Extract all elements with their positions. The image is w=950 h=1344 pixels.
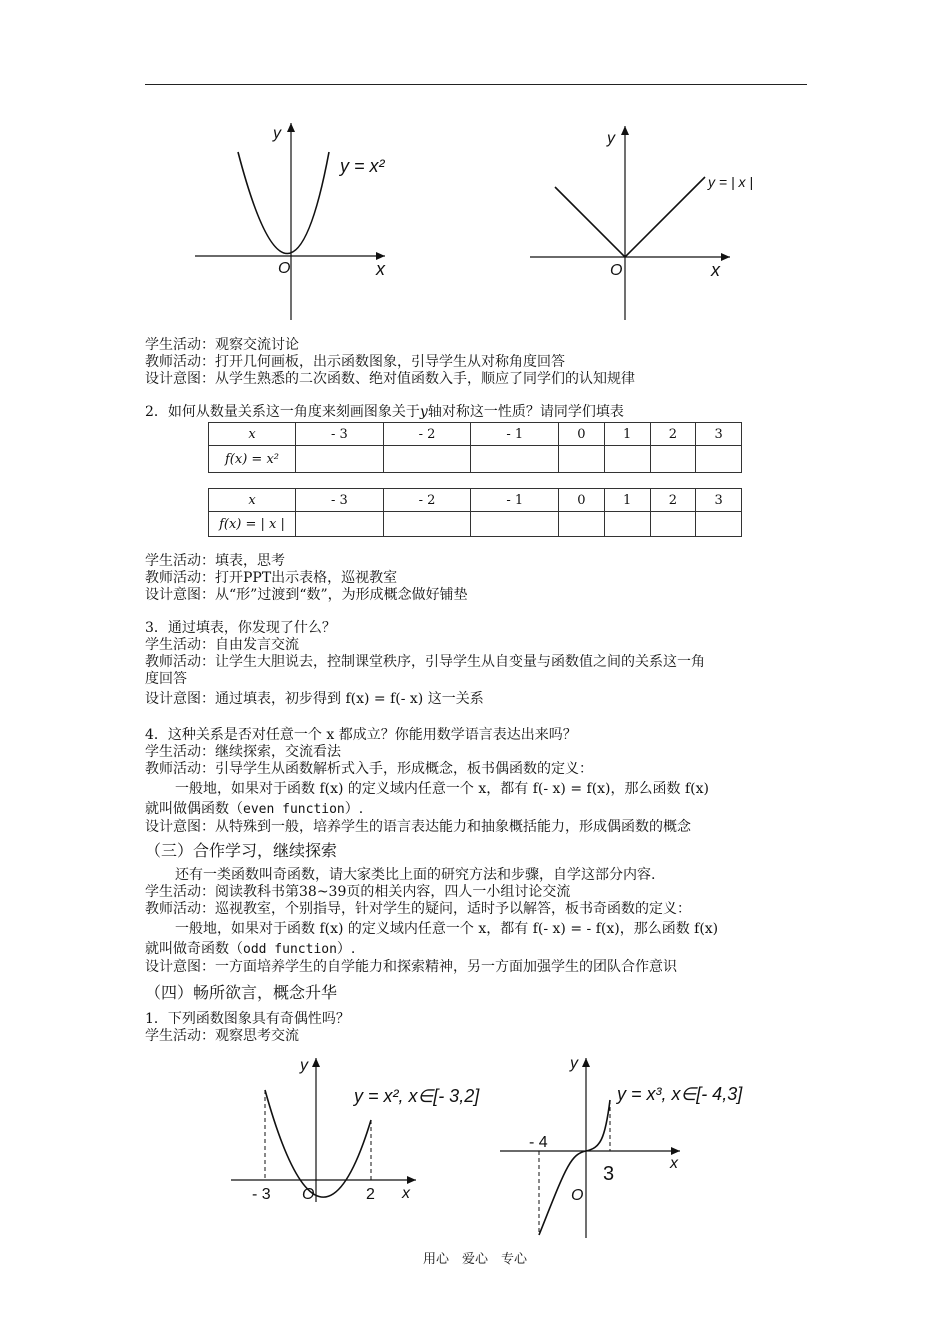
origin-label: O	[278, 260, 291, 277]
empty-cell[interactable]	[696, 512, 742, 537]
table-header-x: x	[209, 489, 296, 512]
section4-question: 1．下列函数图象具有奇偶性吗？	[145, 1011, 350, 1027]
x-axis-label: x	[402, 1185, 410, 1202]
empty-cell[interactable]	[296, 512, 384, 537]
empty-cell[interactable]	[696, 446, 742, 473]
empty-cell[interactable]	[604, 446, 650, 473]
s3-teacher-line2: 度回答	[145, 671, 187, 687]
s4-question: 4．这种关系是否对任意一个 x 都成立？你能用数学语言表达出来吗？	[145, 727, 577, 743]
empty-cell[interactable]	[650, 446, 696, 473]
even-definition-line1: 一般地，如果对于函数 f(x) 的定义域内任意一个 x，都有 f(- x) = f(x)，那么函数 f(x)	[175, 781, 709, 797]
table-cell: - 1	[471, 489, 559, 512]
tick-left-label: - 4	[529, 1134, 548, 1151]
s1-teacher: 教师活动：打开几何画板，出示函数图象，引导学生从对称角度回答	[145, 354, 565, 370]
empty-cell[interactable]	[650, 512, 696, 537]
table-cell: - 2	[383, 423, 471, 446]
s4-teacher: 教师活动：引导学生从函数解析式入手，形成概念，板书偶函数的定义：	[145, 761, 593, 777]
table-cell: 2	[650, 423, 696, 446]
empty-cell[interactable]	[383, 512, 471, 537]
table-cell: - 1	[471, 423, 559, 446]
value-table-absolute	[208, 488, 742, 537]
s1-student: 学生活动：观察交流讨论	[145, 337, 299, 353]
value-table-square	[208, 422, 742, 473]
y-axis-label: y	[607, 130, 615, 147]
section4-heading: （四）畅所欲言，概念升华	[145, 983, 338, 1002]
s2-student: 学生活动：填表，思考	[145, 553, 285, 569]
empty-cell[interactable]	[604, 512, 650, 537]
s1-design: 设计意图：从学生熟悉的二次函数、绝对值函数入手，顺应了同学们的认知规律	[145, 371, 635, 387]
function-label: y = | x |	[708, 174, 754, 190]
section3-intro: 还有一类函数叫奇函数，请大家类比上面的研究方法和步骤，自学这部分内容.	[175, 867, 656, 883]
table-cell: 3	[696, 423, 742, 446]
x-axis-label: x	[711, 260, 720, 280]
y-axis-label: y	[300, 1057, 308, 1074]
origin-label: O	[571, 1187, 584, 1204]
function-label: y = x³, x∈[- 4,3]	[617, 1084, 743, 1104]
origin-label: O	[302, 1186, 315, 1203]
empty-cell[interactable]	[383, 446, 471, 473]
tick-right-label: 3	[603, 1163, 615, 1185]
table-cell: 2	[650, 489, 696, 512]
section3-teacher: 教师活动：巡视教室，个别指导，针对学生的疑问，适时予以解答，板书奇函数的定义：	[145, 901, 691, 917]
table-header-x: x	[209, 423, 296, 446]
graph-parabola-restricted	[228, 1050, 478, 1205]
table-cell: - 3	[296, 489, 384, 512]
footer-slogan: 用心 爱心 专心	[422, 1252, 527, 1267]
s2-question: 2．如何从数量关系这一角度来刻画图象关于y轴对称这一性质？请同学们填表	[145, 404, 624, 420]
section3-student: 学生活动：阅读教科书第38~39页的相关内容，四人一小组讨论交流	[145, 884, 571, 900]
s4-student: 学生活动：继续探索，交流看法	[145, 744, 341, 760]
empty-cell[interactable]	[471, 446, 559, 473]
table-cell: - 2	[383, 489, 471, 512]
s2-teacher: 教师活动：打开PPT出示表格，巡视教室	[145, 570, 398, 586]
y-axis-label: y	[273, 125, 281, 142]
table-cell: 0	[559, 423, 605, 446]
graph-parabola	[190, 115, 390, 325]
graph-absolute	[525, 118, 754, 323]
empty-cell[interactable]	[559, 446, 605, 473]
s3-teacher-line1: 教师活动：让学生大胆说去，控制课堂秩序，引导学生从自变量与函数值之间的关系这一角	[145, 654, 705, 670]
empty-cell[interactable]	[296, 446, 384, 473]
s4-design: 设计意图：从特殊到一般，培养学生的语言表达能力和抽象概括能力，形成偶函数的概念	[145, 819, 691, 835]
table-cell: 0	[559, 489, 605, 512]
s3-student: 学生活动：自由发言交流	[145, 637, 299, 653]
x-axis-label: x	[670, 1155, 678, 1172]
table-row-label: f(x) = x²	[209, 446, 296, 473]
function-label: y = x², x∈[- 3,2]	[354, 1086, 480, 1106]
empty-cell[interactable]	[559, 512, 605, 537]
tick-right-label: 2	[366, 1186, 375, 1203]
table-cell: - 3	[296, 423, 384, 446]
odd-definition-line1: 一般地，如果对于函数 f(x) 的定义域内任意一个 x，都有 f(- x) = - f(x)，那么函数 f(x)	[175, 921, 719, 937]
table-cell: 1	[604, 423, 650, 446]
s3-question: 3．通过填表，你发现了什么？	[145, 620, 336, 636]
y-axis-label: y	[570, 1055, 578, 1072]
even-definition-line2: 就叫做偶函数（even function）.	[145, 801, 364, 817]
empty-cell[interactable]	[471, 512, 559, 537]
s2-design: 设计意图：从“形”过渡到“数”，为形成概念做好铺垫	[145, 587, 468, 603]
table-cell: 3	[696, 489, 742, 512]
s3-design: 设计意图：通过填表，初步得到 f(x) = f(- x) 这一关系	[145, 691, 484, 707]
odd-definition-line2: 就叫做奇函数（odd function）.	[145, 941, 356, 957]
section4-student: 学生活动：观察思考交流	[145, 1028, 299, 1044]
origin-label: O	[610, 262, 623, 279]
section3-heading: （三）合作学习，继续探索	[145, 841, 338, 860]
header-rule	[145, 84, 807, 85]
table-row-label: f(x) = | x |	[209, 512, 296, 537]
graph-cubic-restricted	[495, 1050, 745, 1240]
function-label: y = x²	[340, 156, 385, 176]
section3-design: 设计意图：一方面培养学生的自学能力和探索精神，另一方面加强学生的团队合作意识	[145, 959, 677, 975]
table-cell: 1	[604, 489, 650, 512]
tick-left-label: - 3	[252, 1186, 271, 1203]
x-axis-label: x	[376, 259, 385, 279]
